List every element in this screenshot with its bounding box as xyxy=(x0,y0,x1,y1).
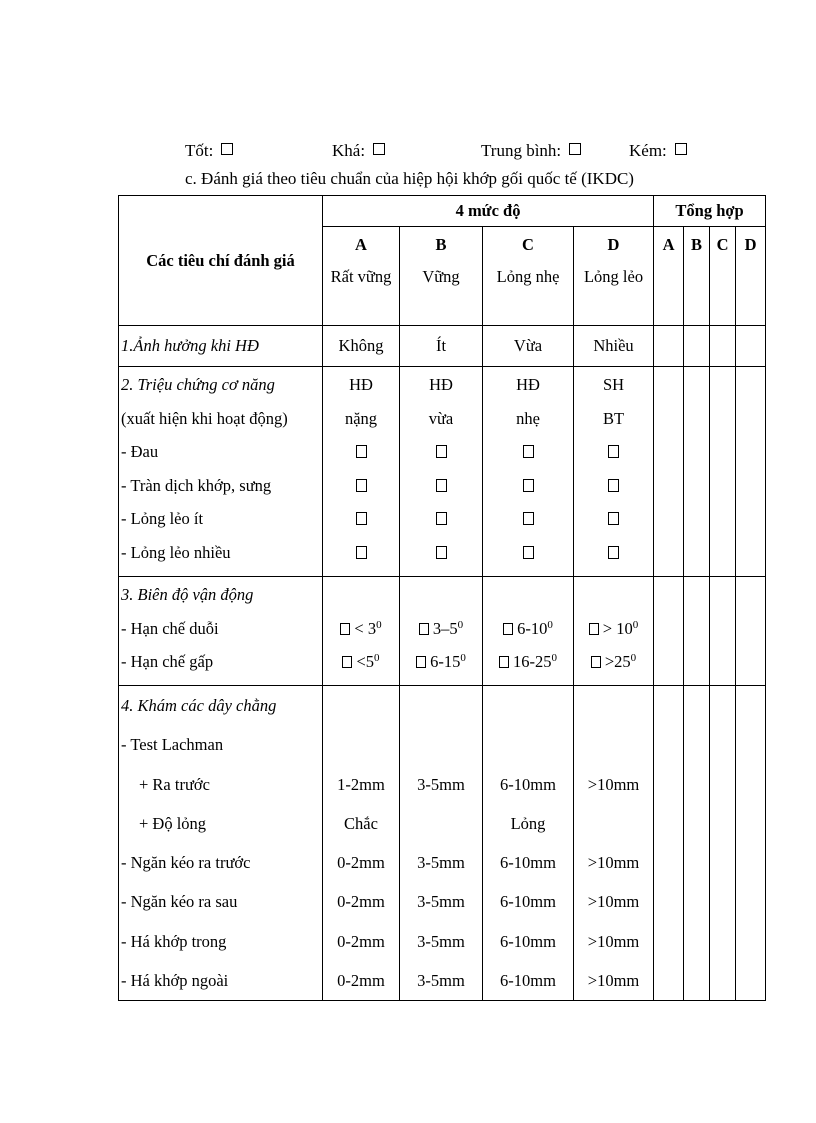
s4-b-laxity xyxy=(400,804,482,843)
checkbox[interactable] xyxy=(416,656,426,668)
s4-d-anterior: >10mm xyxy=(587,774,640,794)
s2-a-head-1: HĐ xyxy=(349,375,373,394)
section-4-sum-a xyxy=(654,686,684,1001)
section-1-b: Ít xyxy=(400,326,483,367)
checkbox[interactable] xyxy=(340,623,350,635)
section-3-title: 3. Biên độ vận động xyxy=(121,585,254,604)
s4-b-gap-outer: 3-5mm xyxy=(417,971,465,991)
laxity-degree: + Độ lỏng xyxy=(139,813,207,833)
level-d-label: Lỏng lẻo xyxy=(583,267,644,286)
degree-sup: 0 xyxy=(376,618,382,631)
symptom-pain: - Đau xyxy=(121,442,159,461)
s2-c-head-1: HĐ xyxy=(516,375,540,394)
degree-sup: 0 xyxy=(457,618,464,631)
flex-c: 16-25 xyxy=(513,652,552,671)
checkbox[interactable] xyxy=(436,445,447,458)
checkbox[interactable] xyxy=(356,546,367,559)
checkbox[interactable] xyxy=(608,445,619,458)
section-3-a xyxy=(323,577,400,686)
section-4-row xyxy=(119,686,766,1001)
level-a-code: A xyxy=(355,235,367,254)
rating-line xyxy=(0,141,816,163)
summary-a-header xyxy=(654,227,684,326)
s2-b-head-2: vừa xyxy=(428,408,454,428)
section-3-d xyxy=(574,577,654,686)
section-4-sum-c xyxy=(710,686,736,1001)
level-d-code: D xyxy=(607,235,620,254)
checkbox[interactable] xyxy=(608,546,619,559)
symptom-mild-laxity: - Lỏng lẻo ít xyxy=(121,509,204,528)
rating-average-checkbox[interactable] xyxy=(569,143,581,155)
degree-sup: 0 xyxy=(630,652,637,664)
s4-b-gap-inner: 3-5mm xyxy=(417,931,465,951)
checkbox[interactable] xyxy=(499,656,509,668)
limit-flexion: - Hạn chế gấp xyxy=(121,652,214,671)
section-1-sum-c xyxy=(710,326,736,367)
section-1-sum-d xyxy=(736,326,766,367)
checkbox[interactable] xyxy=(523,512,534,525)
section-4-b xyxy=(400,686,483,1001)
section-3-sum-d xyxy=(736,577,766,686)
checkbox[interactable] xyxy=(356,479,367,492)
rating-fair xyxy=(332,141,385,161)
s4-d-drawer-front: >10mm xyxy=(587,853,640,873)
level-c-header xyxy=(483,227,574,326)
s4-a-gap-outer: 0-2mm xyxy=(337,971,385,991)
s4-c-drawer-back: 6-10mm xyxy=(500,892,556,912)
s2-a-head-2: nặng xyxy=(344,408,378,428)
checkbox[interactable] xyxy=(356,512,367,525)
degree-sup: 0 xyxy=(460,652,466,664)
rating-fair-label: Khá: xyxy=(332,141,366,160)
rating-good xyxy=(185,141,233,161)
posterior-drawer: - Ngăn kéo ra sau xyxy=(121,892,238,912)
section-2-subtitle: (xuất hiện khi hoạt động) xyxy=(121,408,288,428)
degree-sup: 0 xyxy=(551,652,557,664)
level-a-header xyxy=(323,227,400,326)
section-2-title: 2. Triệu chứng cơ năng xyxy=(121,375,275,394)
s4-b-drawer-back: 3-5mm xyxy=(417,892,465,912)
summary-c-code: C xyxy=(716,235,729,254)
section-caption: c. Đánh giá theo tiêu chuẩn của hiệp hội khớp gối quốc tế (IKDC) xyxy=(185,169,634,188)
s4-d-drawer-back: >10mm xyxy=(587,892,640,912)
section-4-d xyxy=(574,686,654,1001)
summary-b-code: B xyxy=(691,235,703,254)
s2-b-head-1: HĐ xyxy=(429,375,453,394)
flex-d: >25 xyxy=(604,652,631,671)
symptom-severe-laxity: - Lỏng lẻo nhiều xyxy=(121,542,231,562)
section-2-b xyxy=(400,367,483,577)
section-2-c xyxy=(483,367,574,577)
s4-c-drawer-front: 6-10mm xyxy=(500,853,556,873)
section-2-sum-c xyxy=(710,367,736,577)
s4-d-laxity xyxy=(574,804,653,843)
level-b-header xyxy=(400,227,483,326)
section-4-cell xyxy=(119,686,323,1001)
ext-b: 3–5 xyxy=(432,618,458,638)
rating-good-label: Tốt: xyxy=(185,141,214,160)
section-4-title: 4. Khám các dây chằng xyxy=(121,696,277,715)
anterior-translation: + Ra trước xyxy=(139,774,210,794)
ext-c: 6-10 xyxy=(517,618,548,638)
section-1-d: Nhiều xyxy=(574,326,654,367)
section-1-row xyxy=(119,326,766,367)
s4-d-gap-inner: >10mm xyxy=(587,931,640,951)
section-3-sum-b xyxy=(684,577,710,686)
checkbox[interactable] xyxy=(503,623,513,635)
level-a-label: Rất vững xyxy=(330,267,392,286)
section-2-row xyxy=(119,367,766,577)
s4-c-anterior: 6-10mm xyxy=(500,774,556,794)
summary-c-header xyxy=(710,227,736,326)
section-4-sum-d xyxy=(736,686,766,1001)
degree-sup: 0 xyxy=(374,652,380,664)
checkbox[interactable] xyxy=(523,445,534,458)
summary-b-header xyxy=(684,227,710,326)
section-1-cell xyxy=(119,326,323,367)
section-3-sum-c xyxy=(710,577,736,686)
level-c-label: Lỏng nhẹ xyxy=(496,267,560,286)
ext-a: < 3 xyxy=(354,618,377,638)
checkbox[interactable] xyxy=(436,479,447,492)
checkbox[interactable] xyxy=(356,445,367,458)
s4-b-anterior: 3-5mm xyxy=(417,774,465,794)
section-2-d xyxy=(574,367,654,577)
checkbox[interactable] xyxy=(523,479,534,492)
section-4-c xyxy=(483,686,574,1001)
section-2-cell xyxy=(119,367,323,577)
levels-header: 4 mức độ xyxy=(323,196,654,227)
level-d-header xyxy=(574,227,654,326)
s4-c-laxity: Lỏng xyxy=(510,813,546,833)
section-4-sum-b xyxy=(684,686,710,1001)
rating-average xyxy=(481,141,581,161)
section-2-sum-a xyxy=(654,367,684,577)
flex-b: 6-15 xyxy=(430,652,461,671)
checkbox[interactable] xyxy=(523,546,534,559)
s4-c-gap-inner: 6-10mm xyxy=(500,931,556,951)
test-lachman: - Test Lachman xyxy=(121,735,224,755)
section-2-a xyxy=(323,367,400,577)
checkbox[interactable] xyxy=(436,546,447,559)
section-1-title: 1.Ảnh hưởng khi HĐ xyxy=(121,336,259,355)
flex-a: <5 xyxy=(356,652,375,671)
medial-opening: - Há khớp trong xyxy=(121,931,227,951)
level-b-code: B xyxy=(435,235,447,254)
s4-a-gap-inner: 0-2mm xyxy=(337,931,385,951)
ikdc-table xyxy=(118,195,766,1001)
lateral-opening: - Há khớp ngoài xyxy=(121,971,229,991)
s2-d-head-1: SH xyxy=(602,375,625,394)
s2-d-head-2: BT xyxy=(602,408,625,428)
rating-poor xyxy=(629,141,687,161)
rating-poor-label: Kém: xyxy=(629,141,667,160)
section-3-cell xyxy=(119,577,323,686)
level-c-code: C xyxy=(522,235,534,254)
summary-a-code: A xyxy=(662,235,675,254)
checkbox[interactable] xyxy=(419,623,429,635)
limit-extension: - Hạn chế duỗi xyxy=(121,618,219,638)
section-1-sum-a xyxy=(654,326,684,367)
s4-c-gap-outer: 6-10mm xyxy=(500,971,556,991)
level-b-label: Vững xyxy=(422,267,460,286)
s4-a-anterior: 1-2mm xyxy=(337,774,385,794)
anterior-drawer: - Ngăn kéo ra trước xyxy=(121,853,251,873)
section-3-b xyxy=(400,577,483,686)
section-3-row xyxy=(119,577,766,686)
section-1-a: Không xyxy=(323,326,400,367)
section-2-sum-d xyxy=(736,367,766,577)
section-1-c: Vừa xyxy=(483,326,574,367)
summary-header: Tổng hợp xyxy=(654,196,766,227)
s4-a-laxity: Chắc xyxy=(344,813,378,833)
ext-d: > 10 xyxy=(602,618,633,638)
checkbox[interactable] xyxy=(591,656,601,668)
summary-d-code: D xyxy=(744,235,757,254)
section-3-sum-a xyxy=(654,577,684,686)
checkbox[interactable] xyxy=(589,623,599,635)
checkbox[interactable] xyxy=(608,479,619,492)
s4-d-gap-outer: >10mm xyxy=(587,971,640,991)
checkbox[interactable] xyxy=(342,656,352,668)
section-3-c xyxy=(483,577,574,686)
section-2-sum-b xyxy=(684,367,710,577)
s4-a-drawer-front: 0-2mm xyxy=(337,853,385,873)
s4-a-drawer-back: 0-2mm xyxy=(337,892,385,912)
degree-sup: 0 xyxy=(632,618,639,631)
rating-fair-checkbox[interactable] xyxy=(373,143,385,155)
criteria-header: Các tiêu chí đánh giá xyxy=(119,196,323,326)
section-4-a xyxy=(323,686,400,1001)
summary-d-header xyxy=(736,227,766,326)
degree-sup: 0 xyxy=(547,618,553,631)
symptom-effusion: - Tràn dịch khớp, sưng xyxy=(121,475,272,495)
checkbox[interactable] xyxy=(436,512,447,525)
section-1-sum-b xyxy=(684,326,710,367)
checkbox[interactable] xyxy=(608,512,619,525)
header-row-1 xyxy=(119,196,766,227)
s4-b-drawer-front: 3-5mm xyxy=(417,853,465,873)
rating-average-label: Trung bình: xyxy=(481,141,562,160)
s2-c-head-2: nhẹ xyxy=(516,408,540,428)
rating-good-checkbox[interactable] xyxy=(221,143,233,155)
rating-poor-checkbox[interactable] xyxy=(675,143,687,155)
